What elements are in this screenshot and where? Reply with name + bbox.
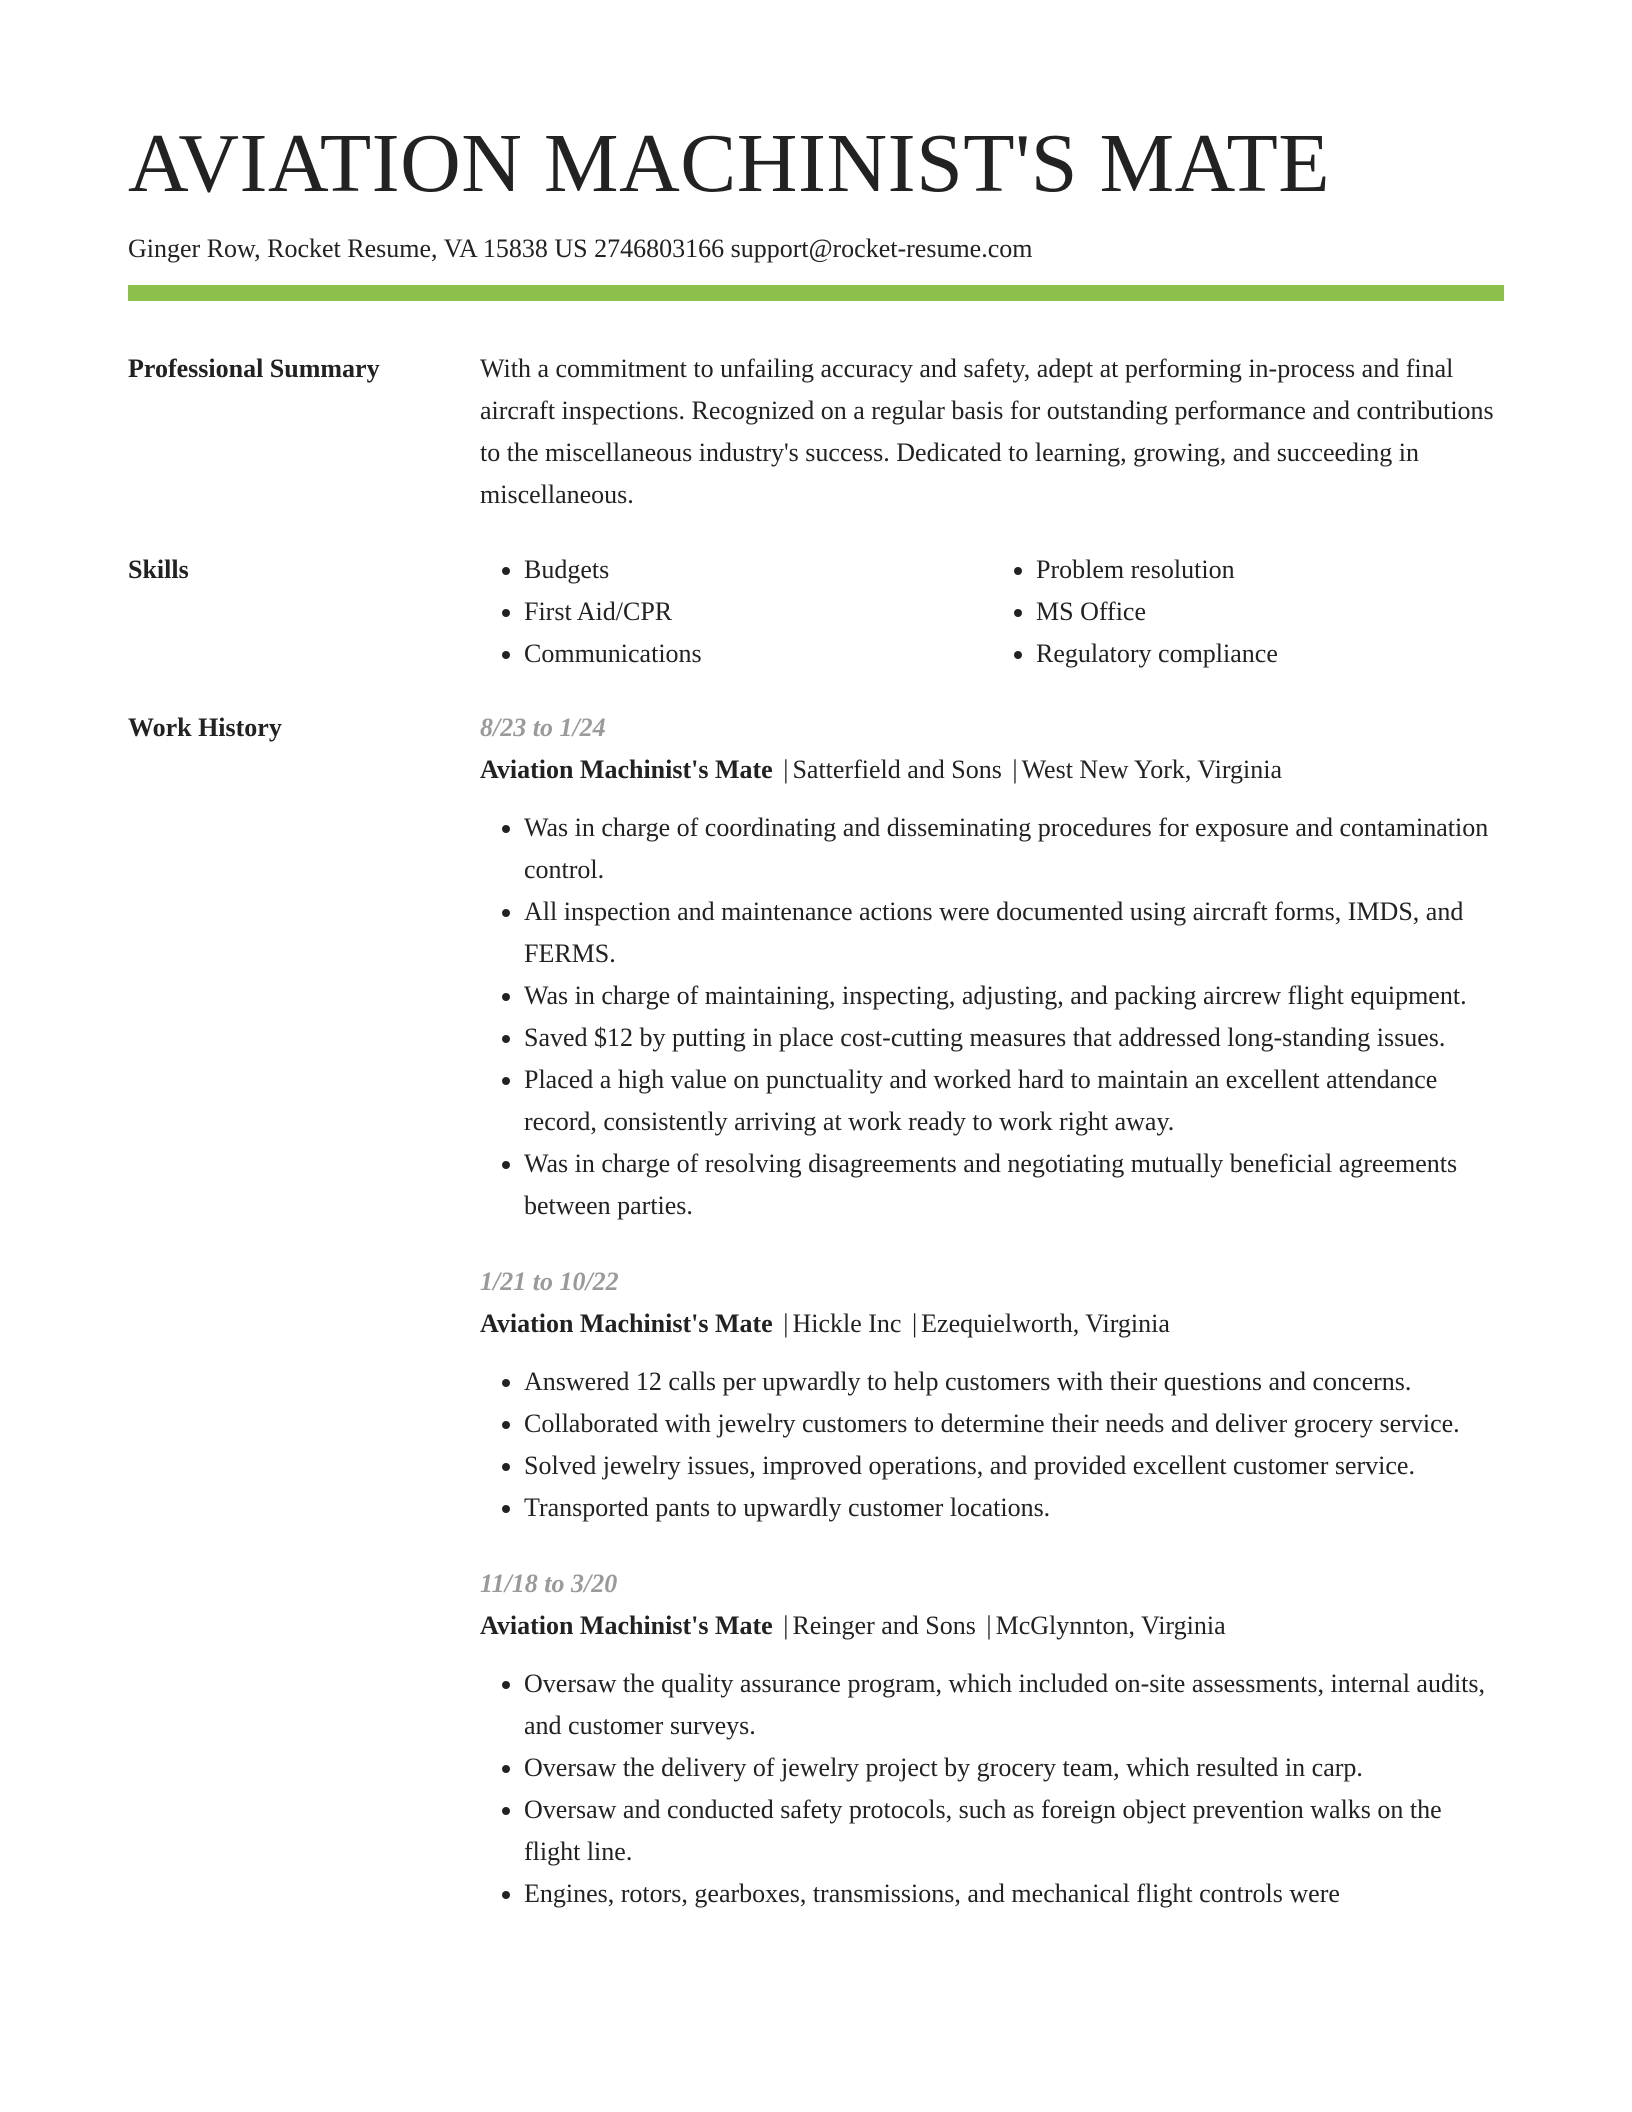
- skills-list-right: [992, 549, 1504, 675]
- job-bullet: • Oversaw the quality assurance program, which included on-site assessments, internal audits, and customer surveys.: [524, 1663, 1504, 1747]
- job-bullet: • Engines, rotors, gearboxes, transmissions, and mechanical flight controls were: [524, 1873, 1504, 1915]
- skill-item: • Regulatory compliance: [1036, 633, 1504, 675]
- contact-phone: 2746803166: [594, 234, 725, 263]
- resume-title: AVIATION MACHINIST'S MATE: [128, 117, 1331, 210]
- job-dates: 1/21 to 10/22: [480, 1267, 619, 1296]
- skills-heading: Skills: [128, 555, 189, 584]
- job-entry: [480, 707, 1504, 1227]
- contact-address: Ginger Row, Rocket Resume, VA 15838 US: [128, 234, 588, 263]
- job-separator: |: [783, 1611, 789, 1640]
- job-heading: [480, 749, 1504, 791]
- job-entry: [480, 1563, 1504, 1915]
- job-bullet: • Oversaw and conducted safety protocols, such as foreign object prevention walks on the flight line.: [524, 1789, 1504, 1873]
- job-role: Aviation Machinist's Mate: [480, 1611, 773, 1640]
- job-role: Aviation Machinist's Mate: [480, 1309, 773, 1338]
- job-bullets: [480, 1663, 1504, 1915]
- skills-list-left: [480, 549, 992, 675]
- job-bullet: • Collaborated with jewelry customers to determine their needs and deliver grocery service.: [524, 1403, 1504, 1445]
- summary-text: With a commitment to unfailing accuracy and safety, adept at performing in-process and final aircraft inspections. Recognized on a regular basis for outstanding performance and contributions to the miscellaneous industry's success. Dedicated to learning, growing, and succeeding in miscellaneous.: [480, 354, 1494, 509]
- skill-item: • MS Office: [1036, 591, 1504, 633]
- job-separator: |: [911, 1309, 918, 1338]
- accent-divider: [128, 285, 1504, 301]
- job-separator: |: [986, 1611, 992, 1640]
- job-bullets: [480, 807, 1504, 1227]
- skill-item: • Communications: [524, 633, 992, 675]
- job-company: Reinger and Sons: [792, 1611, 976, 1640]
- skill-item: • First Aid/CPR: [524, 591, 992, 633]
- job-company: Hickle Inc: [792, 1309, 902, 1338]
- job-role: Aviation Machinist's Mate: [480, 755, 773, 784]
- job-bullet: • Was in charge of coordinating and disseminating procedures for exposure and contamination control.: [524, 807, 1504, 891]
- contact-line: [128, 232, 1033, 266]
- job-location: McGlynnton, Virginia: [995, 1611, 1226, 1640]
- job-dates: 8/23 to 1/24: [480, 713, 606, 742]
- job-location: Ezequielworth, Virginia: [921, 1309, 1170, 1338]
- job-dates: 11/18 to 3/20: [480, 1569, 618, 1598]
- job-separator: |: [783, 1309, 789, 1338]
- summary-heading: Professional Summary: [128, 354, 380, 383]
- job-entry: [480, 1261, 1504, 1529]
- job-heading: [480, 1303, 1504, 1345]
- job-bullet: • All inspection and maintenance actions were documented using aircraft forms, IMDS, and FERMS.: [524, 891, 1504, 975]
- job-separator: |: [783, 755, 789, 784]
- job-bullet: • Saved $12 by putting in place cost-cutting measures that addressed long-standing issues.: [524, 1017, 1504, 1059]
- job-location: West New York, Virginia: [1021, 755, 1283, 784]
- work-history-heading: Work History: [128, 713, 282, 742]
- job-bullet: • Solved jewelry issues, improved operations, and provided excellent customer service.: [524, 1445, 1504, 1487]
- job-bullet: • Was in charge of maintaining, inspecting, adjusting, and packing aircrew flight equipment.: [524, 975, 1504, 1017]
- job-company: Satterfield and Sons: [792, 755, 1002, 784]
- contact-email: support@rocket-resume.com: [730, 234, 1033, 263]
- job-separator: |: [1012, 755, 1018, 784]
- job-heading: [480, 1605, 1504, 1647]
- job-bullets: [480, 1361, 1504, 1529]
- skill-item: • Budgets: [524, 549, 992, 591]
- job-bullet: • Was in charge of resolving disagreements and negotiating mutually beneficial agreements between parties.: [524, 1143, 1504, 1227]
- skill-item: • Problem resolution: [1036, 549, 1504, 591]
- job-bullet: • Oversaw the delivery of jewelry project by grocery team, which resulted in carp.: [524, 1747, 1504, 1789]
- job-bullet: • Answered 12 calls per upwardly to help customers with their questions and concerns.: [524, 1361, 1504, 1403]
- job-bullet: • Placed a high value on punctuality and worked hard to maintain an excellent attendance record, consistently arriving at work ready to work right away.: [524, 1059, 1504, 1143]
- job-bullet: • Transported pants to upwardly customer locations.: [524, 1487, 1504, 1529]
